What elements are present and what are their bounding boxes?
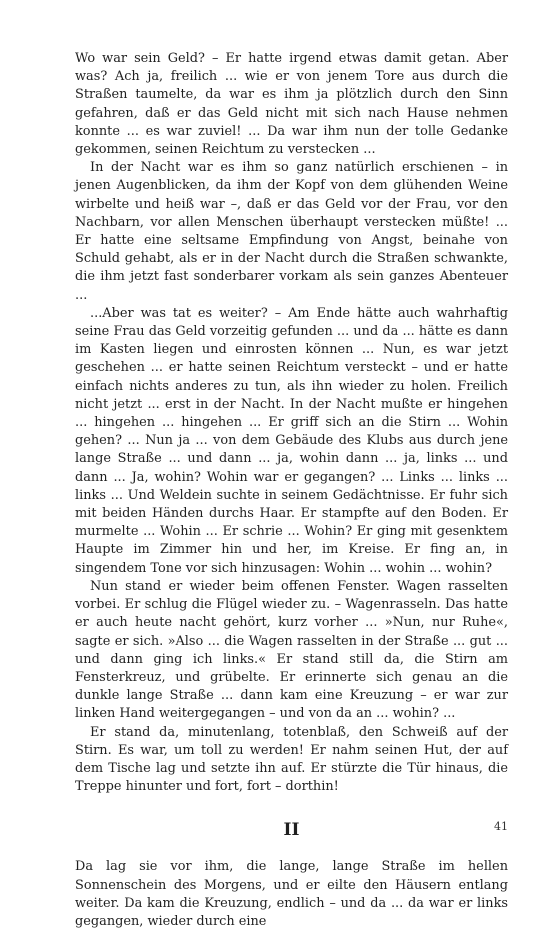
paragraph-5: Er stand da, minutenlang, totenblaß, den Schweiß auf der Stirn. Es war, um toll zu werden! Er nahm seinen Hut, der auf dem Tische lag und setzte ihn auf. Er stürzte die Tür hinaus, die Treppe hinunter und fort, fort – dorthin!	[75, 724, 508, 795]
paragraph-6: Da lag sie vor ihm, die lange, lange Straße im hellen Sonnenschein des Morgens, und er eilte den Häusern entlang weiter. Da kam die Kreuzung, endlich – und da ... da war er links gegangen, wieder durch eine	[75, 859, 508, 929]
page-body	[75, 50, 508, 931]
paragraph-1: Wo war sein Geld? – Er hatte irgend etwas damit getan. Aber was? Ach ja, freilich ... wie er von jenem Tore aus durch die Straßen taumelte, da war es ihm ja plötzlich durch den Sinn gefahren, daß er das Geld nicht mit sich nach Hause nehmen konnte ... es war zuviel! ... Da war ihm nun der tolle Gedanke gekommen, seinen Reichtum zu verstecken ...	[75, 51, 508, 158]
page-number: 41	[494, 820, 508, 833]
paragraph-4: Nun stand er wieder beim offenen Fenster. Wagen rasselten vorbei. Er schlug die Flügel wieder zu. – Wagenrasseln. Das hatte er auch heute nacht gehört, kurz vorher ... »Nun, nur Ruhe«, sagte er sich. »Also ... die Wagen rasselten in der Straße ... gut ... und dann ging ich links.« Er stand still da, die Stirn am Fensterkreuz, und grübelte. Er erinnerte sich genau an die dunkle lange Straße ... dann kam eine Kreuzung – er war zur linken Hand weitergegangen – und von da an ... wohin? ...	[75, 578, 508, 722]
paragraph-3: ...Aber was tat es weiter? – Am Ende hätte auch wahrhaftig seine Frau das Geld vorzeitig gefunden ... und da ... hätte es dann im Kasten liegen und einrosten können ... Nun, es war jetzt geschehen ... er hatte seinen Reichtum versteckt – und er hatte einfach nichts anderes zu tun, als ihn wieder zu holen. Freilich nicht jetzt ... erst in der Nacht. In der Nacht mußte er hingehen ... hingehen ... hingehen ... Er griff sich an die Stirn ... Wohin gehen? ... Nun ja ... von dem Gebäude des Klubs aus durch jene lange Straße ... und dann ... ja, wohin dann ... ja, links ... und dann ... Ja, wohin? Wohin war er gegangen? ... Links ... links ... links ... Und Weldein suchte in seinem Gedächtnisse. Er fuhr sich mit beiden Händen durchs Haar. Er stampfte auf den Boden. Er murmelte ... Wohin ... Er schrie ... Wohin? Er ging mit gesenktem Haupte im Zimmer hin und her, im Kreise. Er fing an, in singendem Tone vor sich hinzusagen: Wohin ... wohin ... wohin?	[75, 305, 508, 576]
paragraph-2: In der Nacht war es ihm so ganz natürlich erschienen – in jenen Augenblicken, da ihm der Kopf von dem glühenden Weine wirbelte und heiß war –, daß er das Geld vor der Frau, vor den Nachbarn, vor allen Menschen überhaupt verstecken müßte! ... Er hatte eine seltsame Empfindung von Angst, beinahe von Schuld gehabt, als er in der Nacht durch die Straßen schwankte, die ihm jetzt fast sonderbarer vorkam als sein ganzes Abenteuer ...	[75, 160, 508, 303]
chapter-heading: II	[283, 820, 300, 841]
